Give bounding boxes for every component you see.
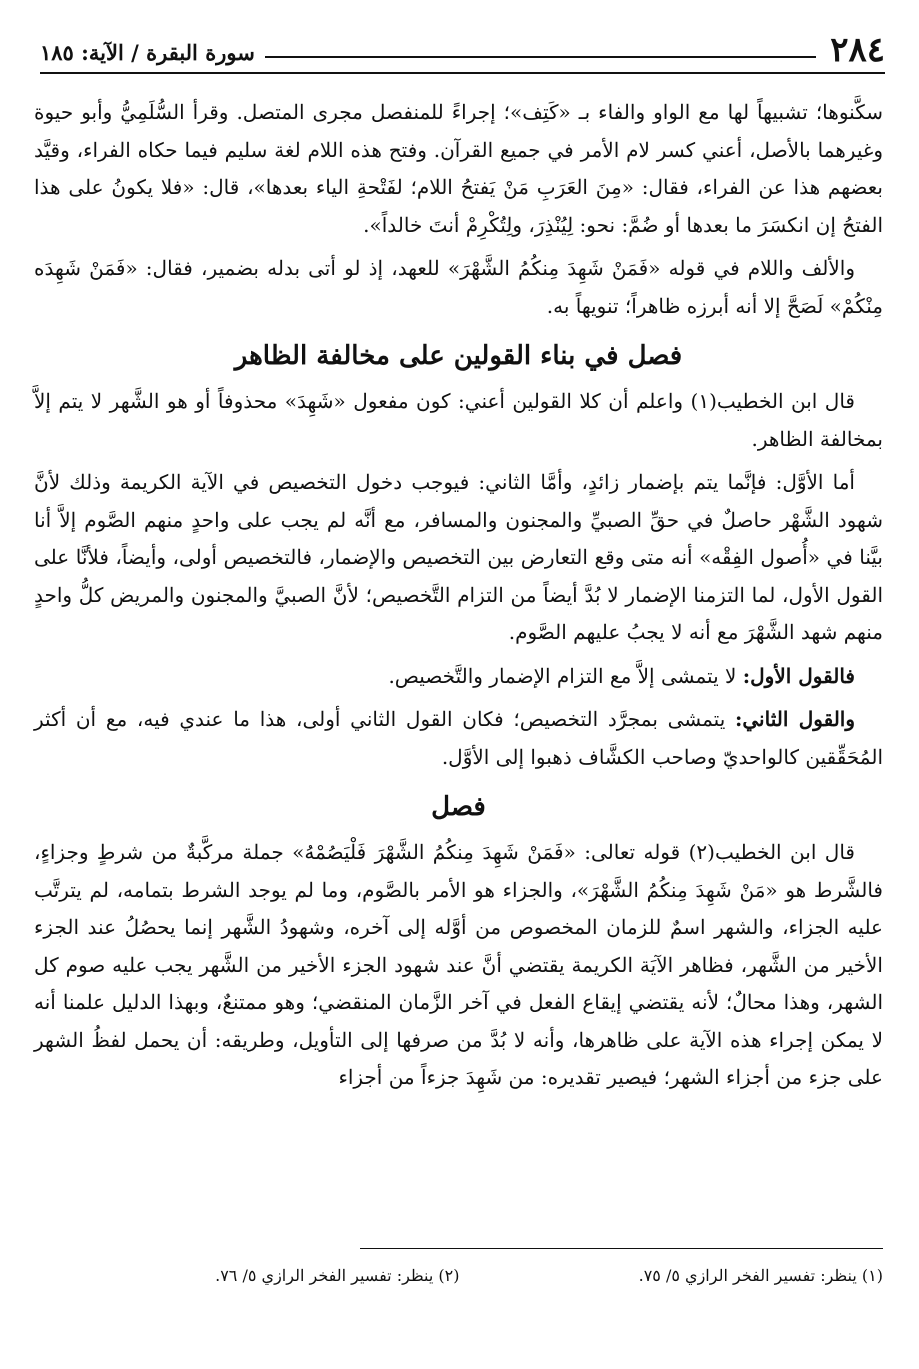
main-text — [34, 94, 883, 1103]
footnote-1: (١) ينظر: تفسير الفخر الرازي ٥/ ٧٥. — [638, 1266, 883, 1285]
footnote-separator — [360, 1248, 883, 1249]
footnotes — [36, 1262, 883, 1290]
section-heading-1: فصل في بناء القولين على مخالفة الظاهر — [234, 341, 683, 371]
footnote-2: (٢) ينظر: تفسير الفخر الرازي ٥/ ٧٦. — [215, 1266, 460, 1285]
paragraph-4: أما الأوَّل: فإنَّما يتم بإضمار زائدٍ، وأمَّا الثاني: فيوجب دخول التخصيص في الآية الكريمة وذلك لأنَّ شهود الشَّهْر حاصلٌ في حقِّ الصبيِّ والمجنون والمسافر، مع أنَّه لم يجب على واحدٍ منهم الصَّوم إلاَّ أنا بيَّنا في «أُصول الفِقْه» أنه متى وقع التعارض بين التخصيص والإضمار، فالتخصيص أولى، وأيضاً، فلأنَّا على القول الأول، لما التزمنا الإضمار لا بُدَّ أيضاً من التزام التَّخصيص؛ لأنَّ الصبيَّ والمجنون والمريض كلُّ واحدٍ منهم شهد الشَّهْرَ مع أنه لا يجبُ عليهم الصَّوم. — [34, 470, 883, 644]
term-second-opinion: والقول الثاني: — [735, 707, 856, 731]
running-title: سورة البقرة / الآية: ١٨٥ — [40, 40, 255, 65]
header-underline — [40, 72, 885, 74]
term-first-opinion: فالقول الأول: — [742, 663, 855, 688]
section-heading-2: فصل — [431, 792, 486, 822]
header-rule — [265, 56, 816, 58]
paragraph-5-text: لا يتمشى إلاَّ مع التزام الإضمار والتَّخصيص. — [388, 663, 743, 688]
paragraph-5 — [34, 658, 883, 696]
paragraph-6 — [34, 701, 883, 776]
running-header — [40, 26, 885, 70]
page-number: ٢٨٤ — [830, 30, 885, 70]
paragraph-7: قال ابن الخطيب(٢) قوله تعالى: «فَمَنْ شَهِدَ مِنكُمُ الشَّهْرَ فَلْيَصُمْهُ» جملة مركَّبةٌ من شرطٍ وجزاءٍ، فالشَّرط هو «مَنْ شَهِدَ مِنكُمُ الشَّهْرَ»، والجزاء هو الأمر بالصَّوم، وما لم يوجد الشرط بتمامه، لم يترتَّب عليه الجزاء، والشهر اسمٌ للزمان المخصوص من أوَّله إلى آخره، وشهودُ الشَّهر إنما يحصُلُ عند الجزء الأخير من الشَّهر، فظاهر الآيَة الكريمة يقتضي أنَّ عند شهود الجزء الأخير من الشَّهر يجب عليه صوم كل الشهر، وهذا محالٌ؛ لأنه يقتضي إيقاع الفعل في آخر الزَّمان المنقضي؛ وهو ممتنعٌ، وبهذا الدليل علمنا أنه لا يمكن إجراء هذه الآية على ظاهرها، وأنه لا بُدَّ من صرفها إلى التأويل، وطريقه: أن يحمل لفظُ الشهر على جزء من أجزاء الشهر؛ فيصير تقديره: من شَهِدَ جزءاً من أجزاء — [34, 840, 883, 1089]
paragraph-2: والألف واللام في قوله «فَمَنْ شَهِدَ مِنكُمُ الشَّهْرَ» للعهد، إذ لو أتى بدله بضمير، فقال: «فَمَنْ شَهِدَه مِنْكُمْ» لَصَحَّ إلا أنه أبرزه ظاهراً؛ تنويهاً به. — [34, 256, 883, 318]
paragraph-1: سكَّنوها؛ تشبيهاً لها مع الواو والفاء بـ «كَتِف»؛ إجراءً للمنفصل مجرى المتصل. وقرأ السُّلَمِيُّ وأبو حيوة وغيرهما بالأصل، أعني كسر لام الأمر في جميع القرآن. وفتح هذه اللام لغة سليم فيما حكاه الفراء، وقيَّد بعضهم هذا عن الفراء، فقال: «مِنَ العَرَبِ مَنْ يَفتحُ اللام؛ لفَتْحةِ الياء بعدها»، قال: «فلا يكونُ على هذا الفتحُ إن انكسَرَ ما بعدها أو ضُمَّ: نحو: لِيُنْذِرَ، ولِتُكْرِمْ أنتَ خالداً». — [34, 100, 883, 237]
paragraph-6-text: يتمشى بمجرَّد التخصيص؛ فكان القول الثاني أولى، هذا ما عندي فيه، مع أن أكثر المُحَقِّقين كالواحديّ وصاحب الكشَّاف ذهبوا إلى الأوَّل. — [34, 707, 883, 769]
paragraph-3: قال ابن الخطيب(١) واعلم أن كلا القولين أعني: كون مفعول «شَهِدَ» محذوفاً أو هو الشَّهر لا يتم إلاَّ بمخالفة الظاهر. — [34, 389, 883, 451]
